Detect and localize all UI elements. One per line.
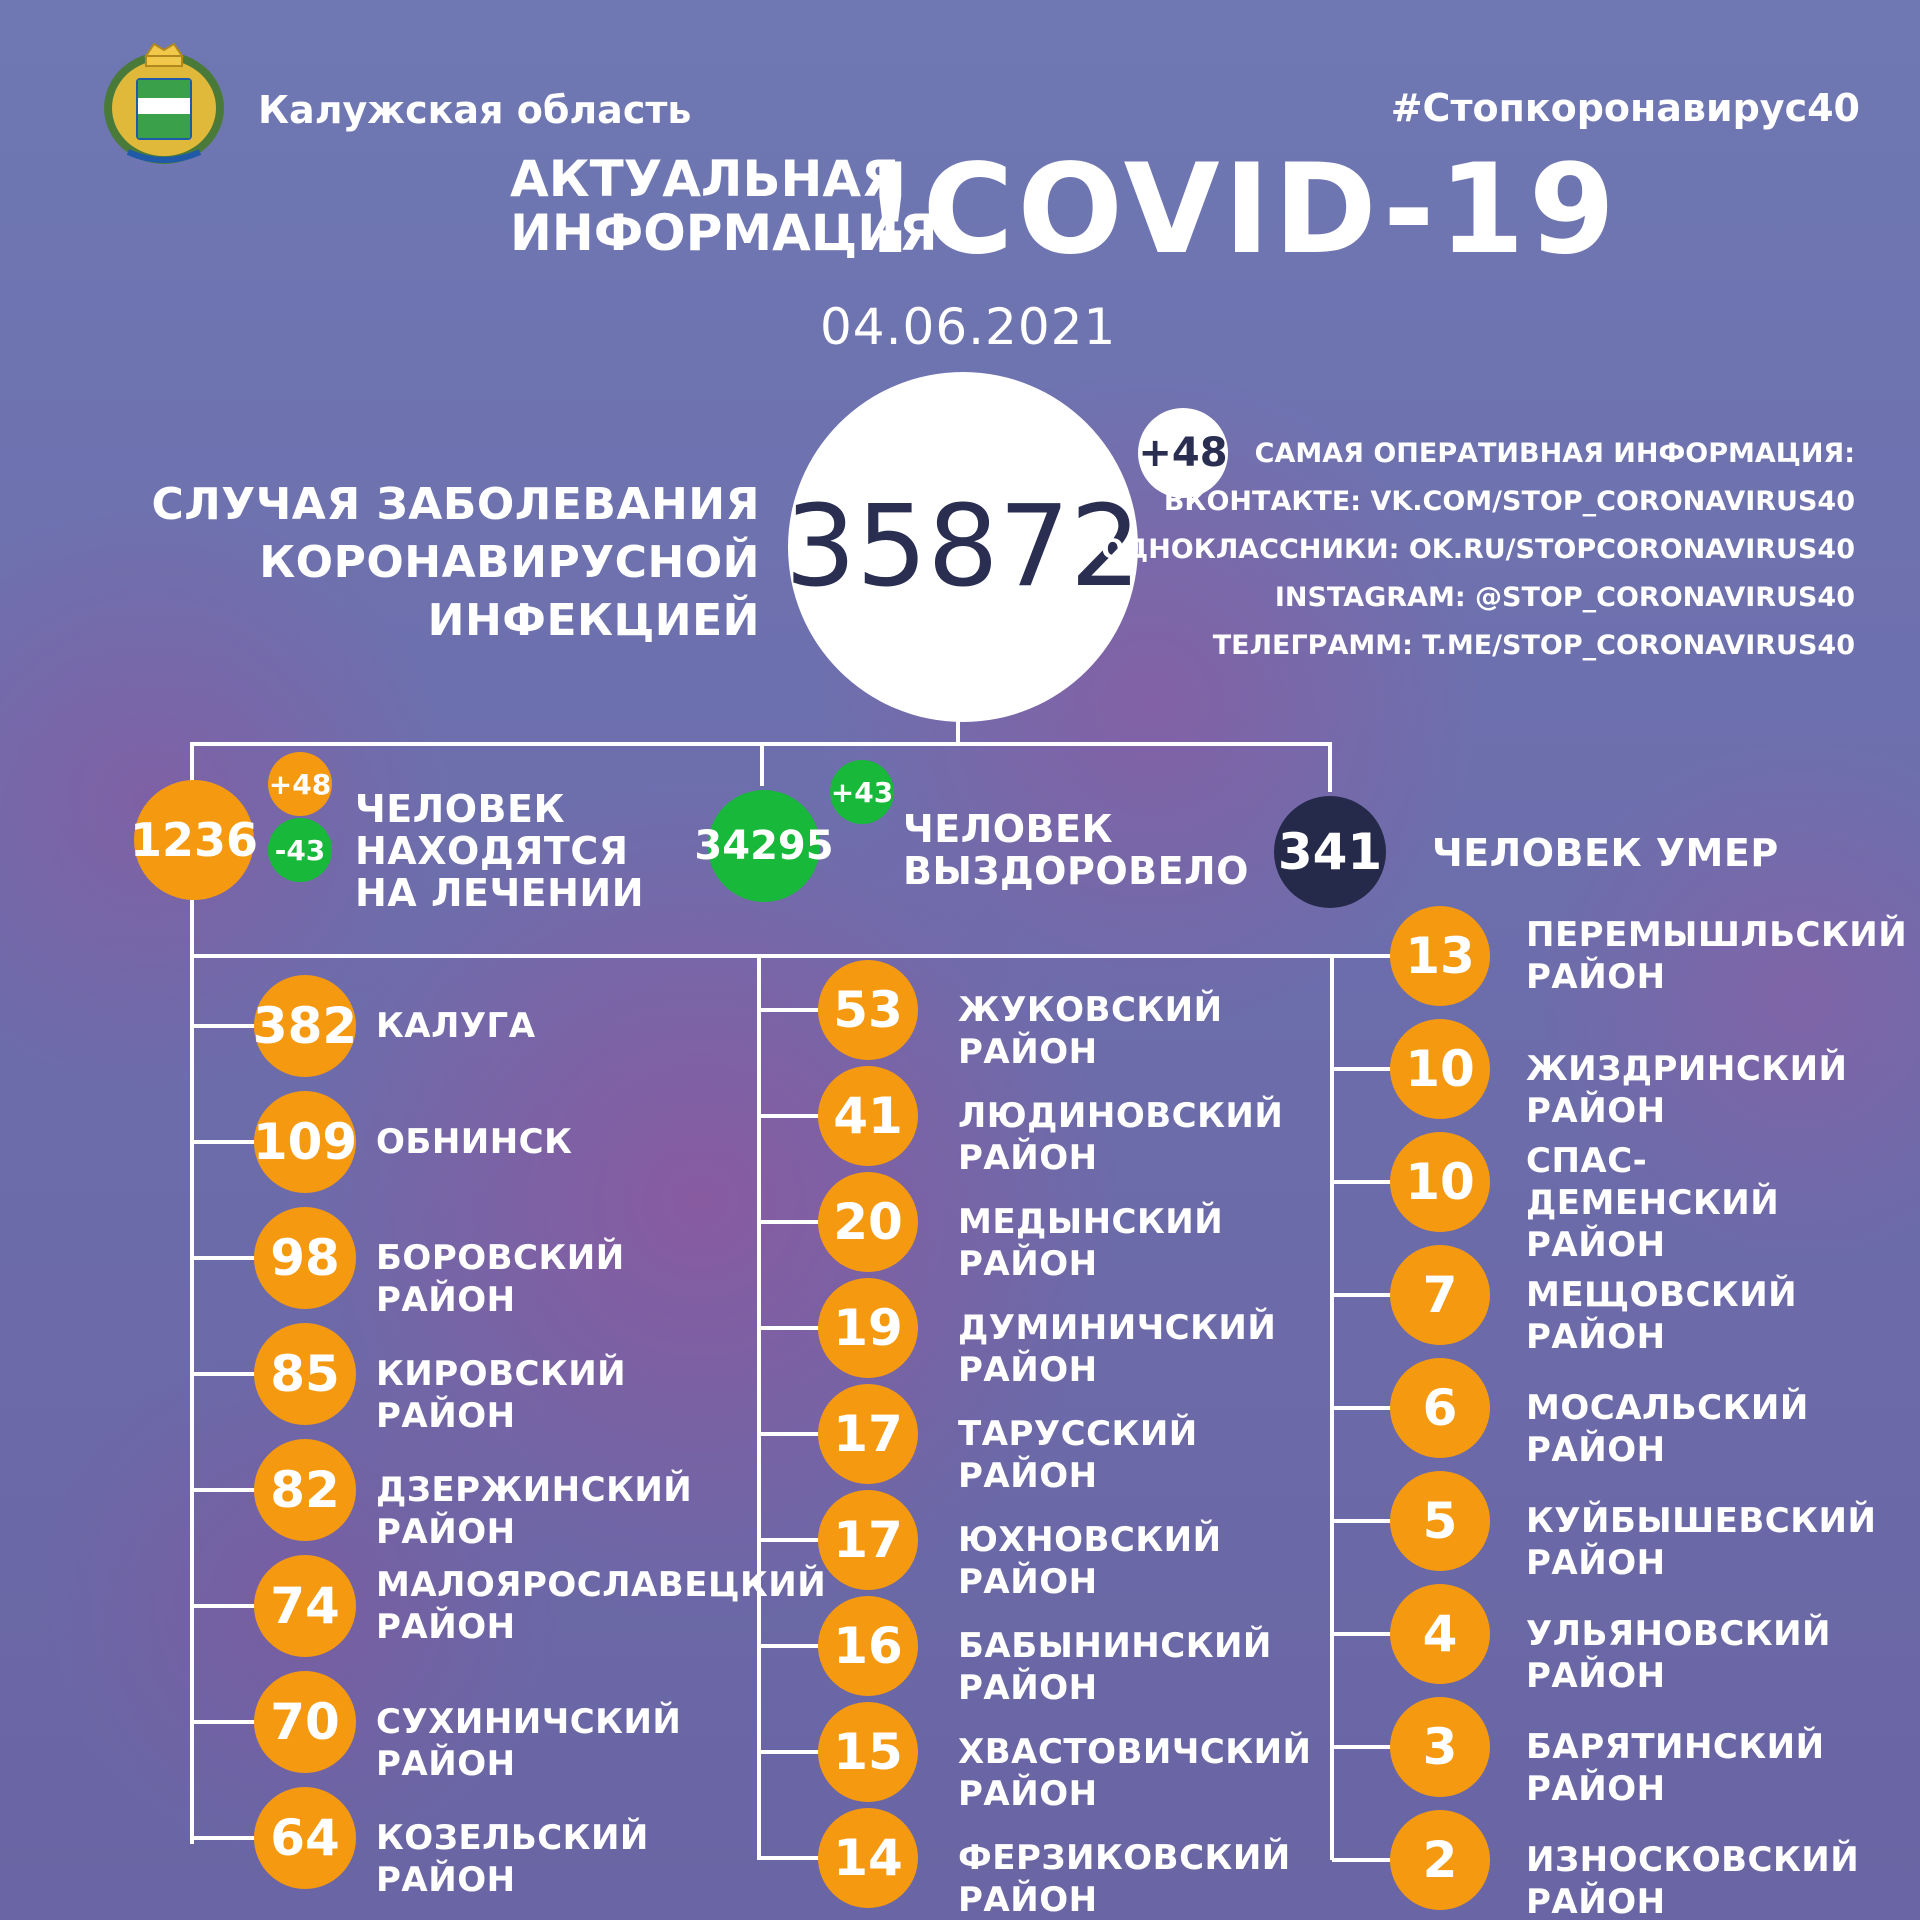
district-count-value: 10: [1405, 1040, 1475, 1098]
treatment-plus-value: +48: [268, 767, 332, 801]
district-count-circle: [254, 1555, 356, 1657]
district-count-circle: [1390, 1471, 1490, 1571]
district-count-value: 41: [833, 1087, 903, 1145]
district-name-line1: БОРОВСКИЙ РАЙОН: [376, 1238, 625, 1320]
district-count-value: 85: [270, 1345, 340, 1403]
district-branch-line: [759, 1326, 822, 1330]
district-name: [376, 1237, 625, 1321]
district-name: [1526, 1839, 1859, 1920]
links-title: САМАЯ ОПЕРАТИВНАЯ ИНФОРМАЦИЯ:: [1254, 438, 1855, 469]
col1-spine: [190, 954, 194, 1844]
district-count-circle: [254, 1323, 356, 1425]
district-count-circle: [1390, 1245, 1490, 1345]
connector-treatment-down: [190, 900, 194, 958]
connector-died-drop: [1328, 742, 1332, 792]
title-subtitle: [510, 150, 938, 262]
col2-spine: [757, 954, 761, 1860]
connector-mid-horizontal: [190, 954, 1390, 958]
district-count-circle: [818, 1278, 918, 1378]
district-name: [958, 989, 1223, 1073]
district-name-line1: МОСАЛЬСКИЙ РАЙОН: [1526, 1388, 1809, 1470]
district-branch-line: [192, 1256, 258, 1260]
district-name: [958, 1307, 1276, 1391]
region-name: Калужская область: [258, 88, 692, 132]
district-count-value: 14: [833, 1829, 903, 1887]
district-name: [1526, 1048, 1848, 1132]
district-name-line1: ОБНИНСК: [376, 1122, 573, 1162]
recovered-circle: [694, 790, 834, 902]
district-name-line1: ХВАСТОВИЧСКИЙ РАЙОН: [958, 1732, 1312, 1814]
district-name-line1: КОЗЕЛЬСКИЙ РАЙОН: [376, 1818, 649, 1900]
district-count-value: 70: [270, 1693, 340, 1751]
district-branch-line: [759, 1114, 822, 1118]
district-count-circle: [818, 1384, 918, 1484]
district-count-circle: [254, 1207, 356, 1309]
district-count-circle: [818, 1596, 918, 1696]
district-count-value: 53: [833, 981, 903, 1039]
district-name: [376, 1121, 572, 1163]
district-count-value: 13: [1405, 927, 1475, 985]
district-name: [1526, 1726, 1825, 1810]
district-name: [376, 1817, 649, 1901]
district-count-circle: [1390, 1358, 1490, 1458]
district-count-circle: [1390, 906, 1490, 1006]
link-ok[interactable]: ОДНОКЛАССНИКИ: OK.RU/STOPCORONAVIRUS40: [1101, 534, 1855, 565]
district-branch-line: [1332, 1632, 1394, 1636]
district-count-circle: [1390, 1132, 1490, 1232]
district-branch-line: [759, 1856, 822, 1860]
report-date: 04.06.2021: [820, 298, 1117, 356]
district-name-line1: МЕЩОВСКИЙ РАЙОН: [1526, 1275, 1798, 1357]
total-cases-value: 35872: [784, 482, 1142, 612]
district-count-circle: [818, 1172, 918, 1272]
treatment-circle: [129, 780, 259, 900]
treatment-minus-value: -43: [274, 833, 326, 867]
district-count-value: 19: [833, 1299, 903, 1357]
district-count-value: 382: [252, 997, 358, 1055]
district-name-line1: ЮХНОВСКИЙ РАЙОН: [958, 1520, 1222, 1602]
treatment-label-line3: НА ЛЕЧЕНИИ: [355, 871, 645, 915]
district-name-line1: ТАРУССКИЙ РАЙОН: [958, 1414, 1198, 1496]
district-branch-line: [192, 1604, 258, 1608]
district-name: [1526, 1140, 1779, 1266]
district-count-value: 7: [1422, 1266, 1458, 1324]
recovered-value: 34295: [694, 823, 834, 869]
district-count-value: 10: [1405, 1153, 1475, 1211]
district-name: [958, 1201, 1223, 1285]
district-branch-line: [192, 1372, 258, 1376]
district-count-value: 4: [1422, 1605, 1458, 1663]
district-count-circle: [818, 1490, 918, 1590]
died-value: 341: [1277, 823, 1383, 881]
district-count-circle: [1390, 1019, 1490, 1119]
district-name-line1: ЖУКОВСКИЙ РАЙОН: [958, 990, 1223, 1072]
district-branch-line: [1332, 1406, 1394, 1410]
district-name-line1: МАЛОЯРОСЛАВЕЦКИЙ: [376, 1565, 827, 1605]
district-name: [958, 1837, 1291, 1920]
recovered-plus-circle: [830, 760, 894, 824]
district-count-value: 20: [833, 1193, 903, 1251]
district-name-line1: БАБЫНИНСКИЙ РАЙОН: [958, 1626, 1272, 1708]
district-name: [376, 1005, 536, 1047]
district-name-line1: ФЕРЗИКОВСКИЙ РАЙОН: [958, 1838, 1291, 1920]
treatment-minus-circle: [268, 818, 332, 882]
district-name-line1: МЕДЫНСКИЙ РАЙОН: [958, 1202, 1224, 1284]
district-name: [958, 1731, 1312, 1815]
district-name-line1: ДЗЕРЖИНСКИЙ РАЙОН: [376, 1470, 693, 1552]
district-branch-line: [759, 1538, 822, 1542]
district-name: [1526, 1274, 1797, 1358]
district-name-line1: ИЗНОСКОВСКИЙ РАЙОН: [1526, 1840, 1860, 1920]
district-name: [958, 1095, 1283, 1179]
cases-label-line1: СЛУЧАЯ ЗАБОЛЕВАНИЯ: [151, 479, 760, 530]
district-name: [1526, 1387, 1809, 1471]
treatment-label-line2: НАХОДЯТСЯ: [355, 829, 629, 873]
district-name: [958, 1519, 1222, 1603]
district-count-circle: [818, 1808, 918, 1908]
died-circle: [1274, 796, 1386, 908]
district-count-value: 6: [1422, 1379, 1458, 1437]
district-name: [1526, 1613, 1831, 1697]
district-name: [376, 1564, 826, 1648]
connector-recovered-drop: [760, 742, 764, 786]
district-name-line2: РАЙОН: [1526, 957, 1666, 997]
district-count-circle: [254, 1439, 356, 1541]
district-count-circle: [254, 975, 356, 1077]
district-name: [1526, 914, 1907, 998]
district-branch-line: [759, 1750, 822, 1754]
total-cases-circle: [784, 372, 1142, 722]
district-branch-line: [192, 1720, 258, 1724]
connector-total-down: [956, 720, 960, 744]
district-count-value: 3: [1422, 1718, 1458, 1776]
district-name: [958, 1625, 1272, 1709]
district-count-circle: [254, 1671, 356, 1773]
district-branch-line: [759, 1644, 822, 1648]
district-name-line1: СПАС-ДЕМЕНСКИЙ: [1526, 1141, 1780, 1223]
link-vk[interactable]: ВКОНТАКТЕ: VK.COM/STOP_CORONAVIRUS40: [1163, 486, 1855, 517]
recovered-label: [903, 808, 1249, 892]
district-name: [1526, 1500, 1876, 1584]
cases-label: [80, 476, 760, 650]
district-branch-line: [759, 1432, 822, 1436]
treatment-plus-circle: [268, 752, 332, 816]
district-name-line1: КИРОВСКИЙ РАЙОН: [376, 1354, 627, 1436]
cases-delta-value: +48: [1138, 430, 1228, 476]
district-name-line1: УЛЬЯНОВСКИЙ РАЙОН: [1526, 1614, 1831, 1696]
district-branch-line: [1332, 1293, 1394, 1297]
district-name-line1: БАРЯТИНСКИЙ РАЙОН: [1526, 1727, 1825, 1809]
kaluga-coat-of-arms-icon: [98, 36, 230, 168]
district-name-line1: КАЛУГА: [376, 1006, 536, 1046]
district-branch-line: [192, 1140, 258, 1144]
district-branch-line: [759, 1220, 822, 1224]
district-branch-line: [192, 1488, 258, 1492]
district-branch-line: [1332, 1180, 1394, 1184]
district-name: [376, 1701, 681, 1785]
treatment-label: [355, 788, 644, 914]
district-count-value: 5: [1422, 1492, 1458, 1550]
district-name-line1: ПЕРЕМЫШЛЬСКИЙ: [1526, 915, 1908, 955]
district-count-value: 74: [270, 1577, 340, 1635]
recovered-plus-value: +43: [830, 775, 894, 809]
district-name-line1: ЛЮДИНОВСКИЙ РАЙОН: [958, 1096, 1284, 1178]
district-count-value: 82: [270, 1461, 340, 1519]
district-count-value: 17: [833, 1511, 903, 1569]
district-name-line2: РАЙОН: [1526, 1225, 1666, 1265]
district-count-value: 15: [833, 1723, 903, 1781]
district-count-circle: [1390, 1584, 1490, 1684]
district-branch-line: [1332, 1067, 1394, 1071]
district-name: [958, 1413, 1198, 1497]
treatment-label-line1: ЧЕЛОВЕК: [355, 787, 566, 831]
district-name-line2: РАЙОН: [376, 1607, 516, 1647]
district-branch-line: [192, 1024, 258, 1028]
district-branch-line: [759, 1008, 822, 1012]
district-count-value: 98: [270, 1229, 340, 1287]
recovered-label-line1: ЧЕЛОВЕК: [903, 807, 1114, 851]
district-count-value: 16: [833, 1617, 903, 1675]
district-count-value: 17: [833, 1405, 903, 1463]
cases-label-line2: КОРОНАВИРУСНОЙ ИНФЕКЦИЕЙ: [259, 537, 760, 646]
district-branch-line: [192, 1836, 258, 1840]
district-count-circle: [818, 1066, 918, 1166]
district-name-line1: ДУМИНИЧСКИЙ РАЙОН: [958, 1308, 1277, 1390]
district-count-circle: [1390, 1810, 1490, 1910]
district-count-value: 109: [252, 1113, 358, 1171]
title-line2: ИНФОРМАЦИЯ: [510, 204, 938, 262]
district-name: [376, 1353, 626, 1437]
title-covid: !COVID-19: [862, 138, 1619, 282]
district-name-line1: ЖИЗДРИНСКИЙ РАЙОН: [1526, 1049, 1848, 1131]
died-label: ЧЕЛОВЕК УМЕР: [1432, 831, 1779, 875]
title-line1: АКТУАЛЬНАЯ: [510, 150, 900, 208]
treatment-value: 1236: [129, 813, 259, 867]
district-branch-line: [1332, 1745, 1394, 1749]
hashtag: #Стопкоронавирус40: [1390, 86, 1860, 130]
link-telegram[interactable]: ТЕЛЕГРАММ: T.ME/STOP_CORONAVIRUS40: [1212, 630, 1855, 661]
district-count-circle: [1390, 1697, 1490, 1797]
district-branch-line: [1332, 954, 1394, 958]
district-name-line1: КУЙБЫШЕВСКИЙ РАЙОН: [1526, 1501, 1877, 1583]
district-branch-line: [1332, 1858, 1394, 1862]
recovered-label-line2: ВЫЗДОРОВЕЛО: [903, 849, 1249, 893]
district-count-value: 2: [1422, 1831, 1458, 1889]
district-name-line1: СУХИНИЧСКИЙ РАЙОН: [376, 1702, 682, 1784]
district-count-circle: [254, 1787, 356, 1889]
district-count-circle: [818, 1702, 918, 1802]
district-count-circle: [818, 960, 918, 1060]
district-count-value: 64: [270, 1809, 340, 1867]
link-instagram[interactable]: INSTAGRAM: @STOP_CORONAVIRUS40: [1274, 582, 1855, 613]
district-branch-line: [1332, 1519, 1394, 1523]
district-name: [376, 1469, 692, 1553]
district-count-circle: [254, 1091, 356, 1193]
info-links: [1101, 430, 1855, 670]
